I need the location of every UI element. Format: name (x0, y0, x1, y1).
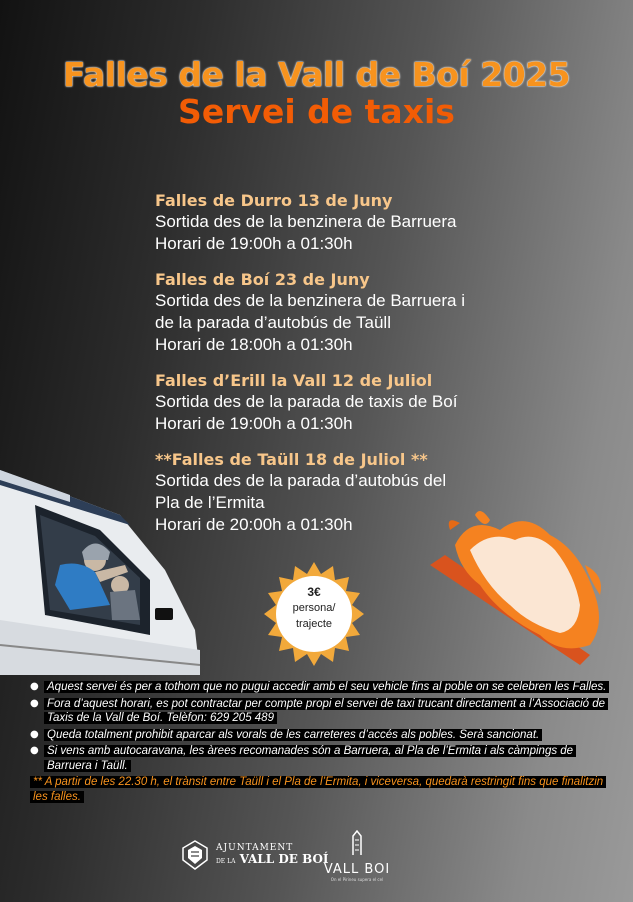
event-line: Horari de 20:00h a 01:30h (155, 515, 353, 534)
list-item (30, 680, 612, 695)
event-line: Horari de 19:00h a 01:30h (155, 234, 353, 253)
event-line: Horari de 18:00h a 01:30h (155, 335, 353, 354)
list-item (30, 728, 612, 743)
note-text: Si vens amb autocaravana, les àrees recomanades són a Barruera, al Pla de l’Ermita i als càmpings de Barruera i Taüll. (44, 745, 576, 772)
bullet-icon: ● (30, 697, 39, 709)
event-title: **Falles de Taüll 18 de Juliol ** (155, 450, 428, 469)
list-item (30, 744, 612, 773)
event-line: Sortida des de la benzinera de Barruera (155, 212, 457, 231)
ajuntament-line2: VALL DE BOÍ (239, 852, 329, 866)
badge-price: 3€ (307, 585, 321, 599)
badge-text (262, 584, 366, 632)
title-block (0, 55, 633, 131)
badge-line2: trajecte (295, 618, 333, 630)
event-line: Sortida des de la parada de taxis de Boí (155, 392, 458, 411)
logos-footer (0, 830, 633, 880)
event-title: Falles d’Erill la Vall 12 de Juliol (155, 371, 433, 390)
event-boi (155, 269, 515, 356)
event-erill (155, 370, 515, 435)
poster-subtitle: Servei de taxis (178, 92, 455, 131)
event-line: de la parada d’autobús de Taüll (155, 313, 391, 332)
vallboi-logo (322, 830, 392, 882)
bullet-icon: ● (30, 745, 39, 756)
vallboi-name: VALL BOI (323, 862, 391, 877)
footnote-text: ** A partir de les 22.30 h, el trànsit entre Taüll i el Pla de l’Ermita, i viceversa, quedarà restringit fins que finalitzin les falles. (30, 776, 606, 803)
event-durro (155, 190, 515, 255)
taxi-van-illustration (0, 460, 205, 680)
note-text: Queda totalment prohibit aparcar als vorals de les carreteres d’accés als pobles. Serà sancionat. (44, 729, 542, 741)
ajuntament-line1: AJUNTAMENT (216, 843, 294, 853)
notes-list (30, 680, 612, 804)
poster-title: Falles de la Vall de Boí 2025 (62, 55, 571, 94)
ajuntament-logo (180, 840, 329, 870)
event-line: Horari de 19:00h a 01:30h (155, 414, 353, 433)
footnote (30, 775, 612, 804)
event-title: Falles de Boí 23 de Juny (155, 270, 370, 289)
torch-flame-illustration (430, 505, 633, 685)
event-line: Sortida des de la benzinera de Barruera i (155, 291, 465, 310)
bell-tower-icon (345, 830, 369, 856)
event-line: Pla de l’Ermita (155, 493, 265, 512)
event-line: Sortida des de la parada d’autobús del (155, 471, 447, 490)
bullet-icon: ● (30, 728, 39, 740)
note-text: Fora d’aquest horari, es pot contractar per compte propi el servei de taxi trucant directament a l’Associació de Taxis de la Vall de Boí. Telèfon: 629 205 489 (44, 698, 608, 725)
coat-of-arms-icon (180, 840, 210, 870)
list-item (30, 697, 612, 726)
badge-line1: persona/ (292, 602, 336, 614)
price-badge (262, 562, 366, 666)
events-list (155, 190, 515, 550)
event-title: Falles de Durro 13 de Juny (155, 191, 393, 210)
bullet-icon: ● (30, 681, 39, 692)
vallboi-tagline: On el Pirineu supera el cel (330, 877, 384, 882)
note-text: Aquest servei és per a tothom que no pugui accedir amb el seu vehicle fins al poble on se celebren les Falles. (44, 681, 609, 693)
ajuntament-prefix: DE LA (216, 858, 236, 865)
